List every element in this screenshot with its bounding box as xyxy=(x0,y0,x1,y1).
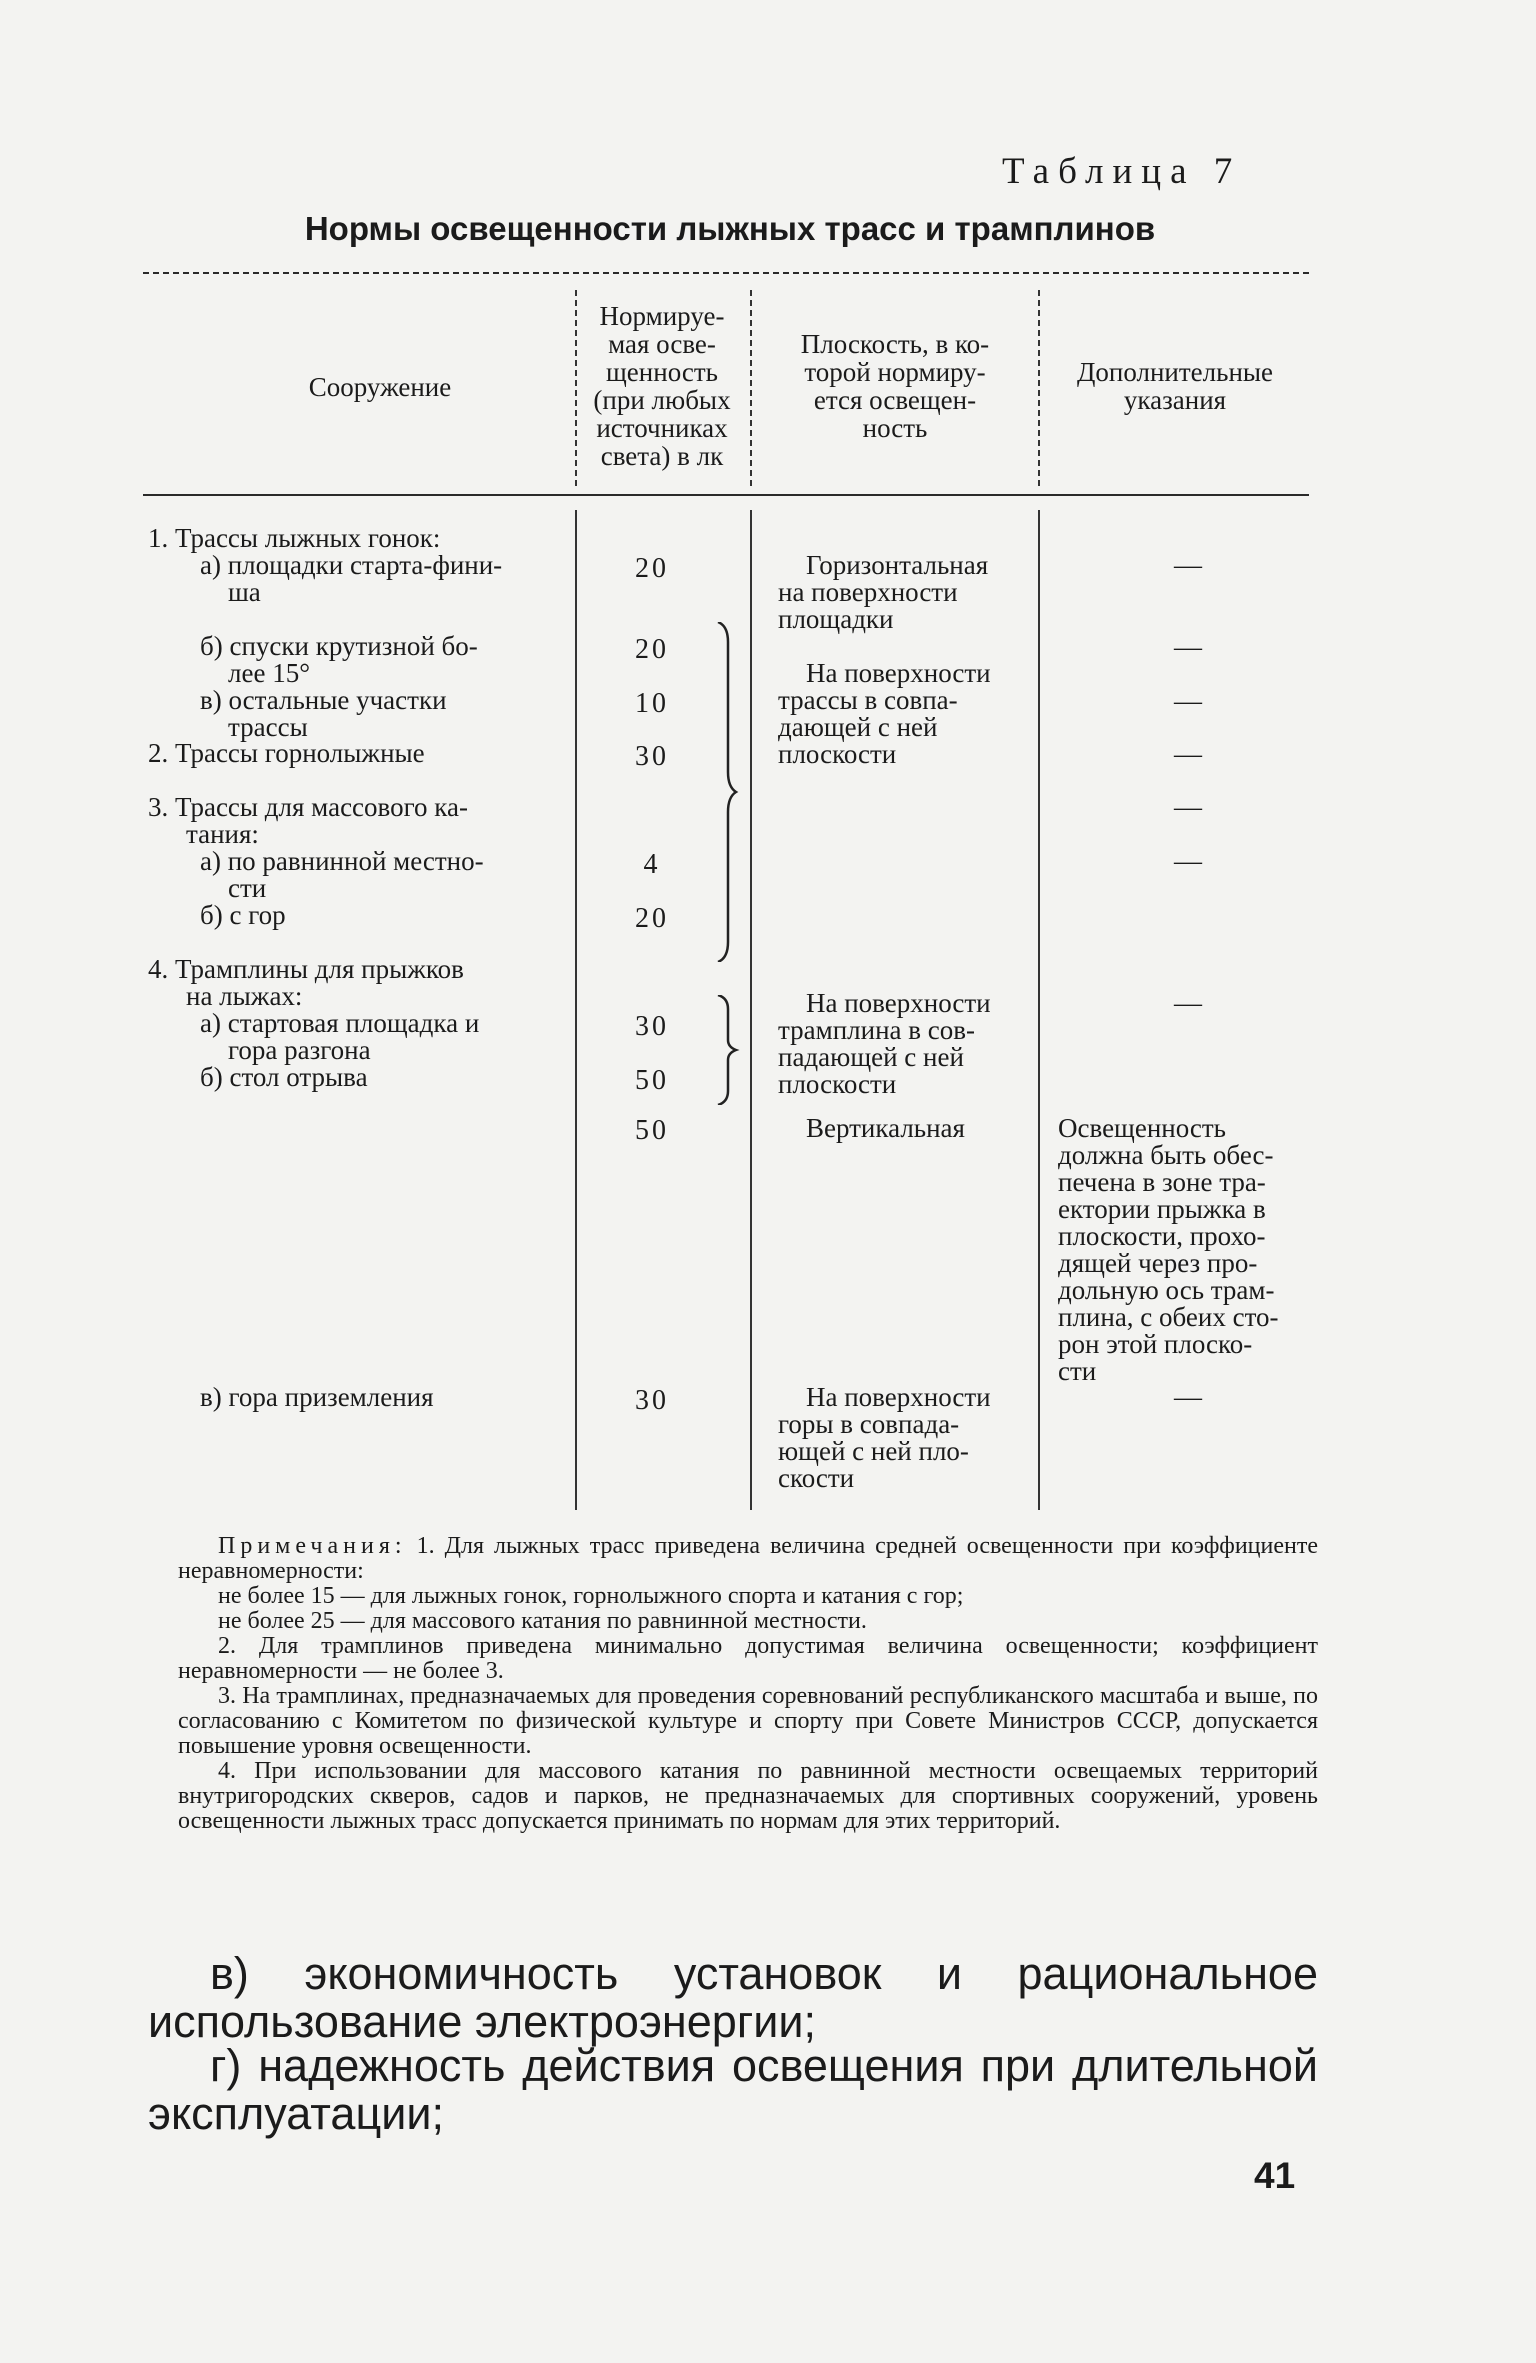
value-2: 30 xyxy=(635,741,669,772)
page-number: 41 xyxy=(1254,2155,1296,2196)
note-1: 1. Для лыжных трасс приведена величина средней освещенности при коэффициенте неравномерности: xyxy=(178,1533,1319,1584)
note-dash-4v: — xyxy=(1174,1382,1202,1413)
plane-4v: На поверхности горы в совпада- ющей с ней пло- скости xyxy=(778,1382,991,1493)
row-4-label: 4. Трамплины для прыжков на лыжах: xyxy=(148,954,464,1011)
value-4a: 30 xyxy=(635,1011,669,1042)
header-illuminance: Нормируе- мая осве- щенность (при любых источниках света) в лк xyxy=(593,301,731,471)
header-structure: Сооружение xyxy=(308,372,452,402)
note-1b: не более 25 — для массового катания по равнинной местности. xyxy=(218,1608,867,1634)
table-title: Нормы освещенности лыжных трасс и трамплинов xyxy=(304,210,1156,247)
note-dash-1b: — xyxy=(1174,632,1202,663)
note-3: 3. На трамплинах, предназначаемых для проведения соревнований республиканского масштаба и выше, по согласованию с Комитетом по физической культуре и спорту при Совете Министров СССР, допускается повышение уровня освещенности. xyxy=(178,1683,1318,1759)
header-plane: Плоскость, в ко- торой нормиру- ется освещен- ность xyxy=(800,329,990,443)
note-1a: не более 15 — для лыжных гонок, горнолыжного спорта и катания с гор; xyxy=(218,1583,964,1609)
value-1a: 20 xyxy=(635,553,669,584)
notes-heading: Примечания: xyxy=(218,1533,407,1559)
note-dash-4: — xyxy=(1174,988,1202,1019)
row-1v-label: в) остальные участки трассы xyxy=(200,685,447,742)
value-1v: 10 xyxy=(635,688,669,719)
table-notes xyxy=(178,1534,1318,1834)
brace-group-2 xyxy=(712,995,742,1105)
note-4: 4. При использовании для массового катания по равнинной местности освещаемых территорий внутригородских скверов, садов и парков, не предназначаемых для спортивных сооружений, уровень освещенности лыжных трасс допускается принимать по нормам для этих территорий. xyxy=(178,1758,1318,1834)
row-2-label: 2. Трассы горнолыжные xyxy=(148,738,425,768)
body-divider-2 xyxy=(750,510,752,1510)
note-dash-2: — xyxy=(1174,739,1202,770)
value-3b: 20 xyxy=(635,903,669,934)
body-divider-1 xyxy=(575,510,577,1510)
row-4b-label: б) стол отрыва xyxy=(200,1062,368,1092)
plane-vertical: Вертикальная xyxy=(806,1113,965,1143)
body-item-g: г) надежность действия освещения при длительной эксплуатации; xyxy=(148,2040,1318,2139)
note-dash-1a: — xyxy=(1174,550,1202,581)
row-4v-label: в) гора приземления xyxy=(200,1382,434,1412)
value-vertical: 50 xyxy=(635,1115,669,1146)
note-dash-1v: — xyxy=(1174,686,1202,717)
note-2: 2. Для трамплинов приведена минимально допустимая величина освещенности; коэффициент неравномерности — не более 3. xyxy=(178,1633,1318,1684)
body-divider-3 xyxy=(1038,510,1040,1510)
note-dash-3: — xyxy=(1174,792,1202,823)
table-top-rule xyxy=(143,272,1309,274)
plane-track: На поверхности трассы в совпа- дающей с ней плоскости xyxy=(778,658,991,769)
row-1-label: 1. Трассы лыжных гонок: xyxy=(148,523,441,553)
note-dash-3a: — xyxy=(1174,846,1202,877)
header-bottom-rule xyxy=(143,494,1309,496)
row-1b-label: б) спуски крутизной бо- лее 15° xyxy=(200,631,478,688)
value-3a: 4 xyxy=(643,849,661,880)
table-label: Таблица 7 xyxy=(1002,151,1242,192)
row-4a-label: а) стартовая площадка и гора разгона xyxy=(200,1008,480,1065)
header-additional: Дополнительные указания xyxy=(1076,357,1274,415)
body-item-v: в) экономичность установок и рациональное использование электроэнергии; xyxy=(148,1948,1318,2047)
value-4b: 50 xyxy=(635,1065,669,1096)
row-3a-label: а) по равнинной местно- сти xyxy=(200,846,484,903)
value-4v: 30 xyxy=(635,1385,669,1416)
value-1b: 20 xyxy=(635,634,669,665)
row-3b-label: б) с гор xyxy=(200,900,286,930)
note-vertical: Освещенность должна быть обес- печена в зоне тра- ектории прыжка в плоскости, прохо- дящей через про- дольную ось трам- плина, с обеих сто- рон этой плоско- сти xyxy=(1058,1113,1279,1386)
row-1a-label: а) площадки старта-фини- ша xyxy=(200,550,503,607)
row-3-label: 3. Трассы для массового ка- тания: xyxy=(148,792,468,849)
plane-1a: Горизонтальная на поверхности площадки xyxy=(778,550,989,634)
plane-4: На поверхности трамплина в сов- падающей с ней плоскости xyxy=(778,988,991,1099)
brace-group-1 xyxy=(712,622,742,962)
